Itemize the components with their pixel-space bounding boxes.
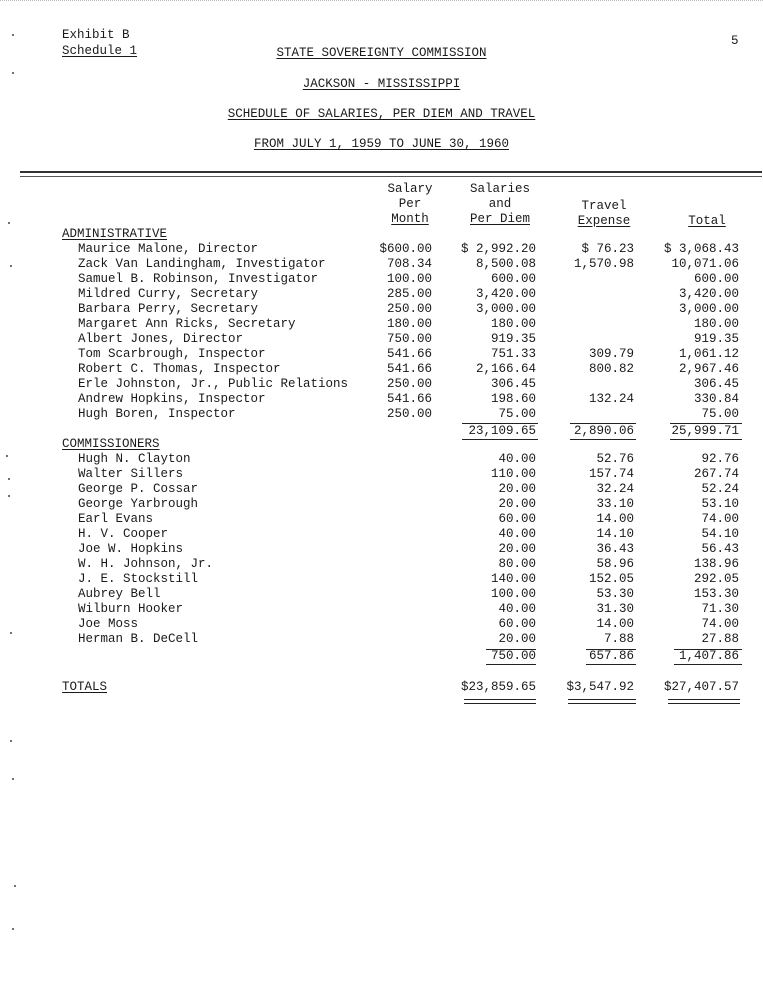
col-salary-line3: Month (391, 212, 429, 226)
commissioner-name: W. H. Johnson, Jr. (78, 557, 214, 571)
totals-sdiem-double-rule (464, 699, 536, 704)
schedule-label: Schedule 1 (62, 44, 138, 58)
table-row (0, 347, 763, 362)
top-edge-dotted-line (0, 0, 763, 1)
row-total: 306.45 (693, 377, 739, 391)
salaries-per-diem: 306.45 (490, 377, 536, 391)
row-total: 75.00 (701, 407, 739, 421)
commissioner-name: Herman B. DeCell (78, 632, 199, 646)
salaries-per-diem: 60.00 (498, 617, 536, 631)
salary-per-month: 750.00 (386, 332, 432, 346)
commissioner-name: Aubrey Bell (78, 587, 161, 601)
commissioner-name: Earl Evans (78, 512, 154, 526)
employee-name: Tom Scarbrough, Inspector (78, 347, 266, 361)
employee-name: Margaret Ann Ricks, Secretary (78, 317, 296, 331)
table-row (0, 257, 763, 272)
employee-name: Erle Johnston, Jr., Public Relations (78, 377, 349, 391)
col-sdiem-line2: and (488, 197, 512, 211)
col-sdiem-line3: Per Diem (469, 212, 530, 226)
row-total: 27.88 (701, 632, 739, 646)
scan-speck (12, 778, 14, 780)
comm-subtotal-travel: 657.86 (588, 649, 634, 663)
header-rule-light (20, 176, 762, 177)
table-row (0, 527, 763, 542)
table-row (0, 467, 763, 482)
employee-name: Hugh Boren, Inspector (78, 407, 236, 421)
row-total: 292.05 (693, 572, 739, 586)
table-row (0, 482, 763, 497)
col-salary-line2: Per (398, 197, 422, 211)
salaries-per-diem: 75.00 (498, 407, 536, 421)
commissioner-name: Joe W. Hopkins (78, 542, 184, 556)
title-schedule: SCHEDULE OF SALARIES, PER DIEM AND TRAVEL (227, 107, 536, 121)
scan-speck (10, 265, 12, 267)
commissioner-name: H. V. Cooper (78, 527, 169, 541)
scan-speck (8, 478, 10, 480)
grand-totals-row (0, 680, 763, 695)
scan-speck (6, 455, 8, 457)
row-total: 74.00 (701, 512, 739, 526)
row-total: 1,061.12 (678, 347, 739, 361)
employee-name: Robert C. Thomas, Inspector (78, 362, 281, 376)
salaries-per-diem: 198.60 (490, 392, 536, 406)
salaries-per-diem: 60.00 (498, 512, 536, 526)
salary-per-month: 250.00 (386, 377, 432, 391)
travel-expense: 36.43 (596, 542, 634, 556)
scan-speck (8, 495, 10, 497)
table-row (0, 617, 763, 632)
travel-expense: 800.82 (588, 362, 634, 376)
travel-expense: 31.30 (596, 602, 634, 616)
salaries-per-diem: 110.00 (490, 467, 536, 481)
col-total-line1: Total (688, 214, 726, 228)
salaries-per-diem: 180.00 (490, 317, 536, 331)
row-total: 92.76 (701, 452, 739, 466)
commissioner-name: Wilburn Hooker (78, 602, 184, 616)
row-total: 10,071.06 (671, 257, 739, 271)
travel-expense: 132.24 (588, 392, 634, 406)
row-total: 267.74 (693, 467, 739, 481)
table-row (0, 332, 763, 347)
employee-name: Maurice Malone, Director (78, 242, 259, 256)
row-total: 3,000.00 (678, 302, 739, 316)
employee-name: Barbara Perry, Secretary (78, 302, 259, 316)
table-row (0, 377, 763, 392)
travel-expense: 53.30 (596, 587, 634, 601)
salaries-per-diem: 40.00 (498, 527, 536, 541)
admin-subtotal-sdiem: 23,109.65 (468, 424, 536, 438)
comm-sdiem-rule-bottom (486, 664, 536, 665)
salary-per-month: 100.00 (386, 272, 432, 286)
travel-expense: 52.76 (596, 452, 634, 466)
salaries-per-diem: 80.00 (498, 557, 536, 571)
commissioner-name: George P. Cossar (78, 482, 199, 496)
travel-expense: 309.79 (588, 347, 634, 361)
scan-speck (12, 928, 14, 930)
table-row (0, 242, 763, 257)
col-travel-line1: Travel (581, 199, 627, 213)
table-row (0, 632, 763, 647)
row-total: 74.00 (701, 617, 739, 631)
employee-name: Zack Van Landingham, Investigator (78, 257, 326, 271)
travel-expense: 152.05 (588, 572, 634, 586)
salaries-per-diem: 40.00 (498, 452, 536, 466)
comm-travel-rule-bottom (586, 664, 636, 665)
salaries-per-diem: 919.35 (490, 332, 536, 346)
table-row (0, 287, 763, 302)
title-period: FROM JULY 1, 1959 TO JUNE 30, 1960 (253, 137, 510, 151)
row-total: 2,967.46 (678, 362, 739, 376)
employee-name: Samuel B. Robinson, Investigator (78, 272, 319, 286)
table-row (0, 542, 763, 557)
section-administrative: ADMINISTRATIVE (62, 227, 168, 241)
salaries-per-diem: 20.00 (498, 632, 536, 646)
title-location: JACKSON - MISSISSIPPI (302, 77, 461, 91)
admin-subtotal-travel: 2,890.06 (573, 424, 634, 438)
row-total: 54.10 (701, 527, 739, 541)
table-row (0, 302, 763, 317)
salaries-per-diem: 40.00 (498, 602, 536, 616)
row-total: 56.43 (701, 542, 739, 556)
exhibit-label: Exhibit B (62, 28, 130, 42)
employee-name: Andrew Hopkins, Inspector (78, 392, 266, 406)
salary-per-month: 708.34 (386, 257, 432, 271)
totals-total-double-rule (668, 699, 740, 704)
row-total: 153.30 (693, 587, 739, 601)
table-row (0, 602, 763, 617)
travel-expense: $ 76.23 (581, 242, 634, 256)
salary-per-month: 250.00 (386, 407, 432, 421)
salaries-per-diem: 3,420.00 (475, 287, 536, 301)
row-total: 53.10 (701, 497, 739, 511)
salary-per-month: 250.00 (386, 302, 432, 316)
scan-speck (10, 740, 12, 742)
table-row (0, 272, 763, 287)
commissioner-name: Joe Moss (78, 617, 139, 631)
salary-per-month: $600.00 (379, 242, 432, 256)
table-row (0, 497, 763, 512)
row-total: 919.35 (693, 332, 739, 346)
travel-expense: 1,570.98 (573, 257, 634, 271)
travel-expense: 58.96 (596, 557, 634, 571)
row-total: 3,420.00 (678, 287, 739, 301)
salary-per-month: 180.00 (386, 317, 432, 331)
table-row (0, 572, 763, 587)
table-row (0, 557, 763, 572)
totals-total: $27,407.57 (663, 680, 739, 694)
comm-subtotal-total: 1,407.86 (678, 649, 739, 663)
table-row (0, 392, 763, 407)
table-row (0, 362, 763, 377)
salaries-per-diem: 2,166.64 (475, 362, 536, 376)
table-row (0, 407, 763, 422)
salary-per-month: 541.66 (386, 347, 432, 361)
row-total: 600.00 (693, 272, 739, 286)
scan-speck (8, 222, 10, 224)
totals-travel-double-rule (568, 699, 636, 704)
travel-expense: 32.24 (596, 482, 634, 496)
row-total: 71.30 (701, 602, 739, 616)
travel-expense: 14.00 (596, 617, 634, 631)
col-travel-line2: Expense (577, 214, 631, 228)
comm-subtotal-row (0, 649, 763, 664)
col-salary-line1: Salary (387, 182, 433, 196)
table-row (0, 452, 763, 467)
row-total: 330.84 (693, 392, 739, 406)
salaries-per-diem: 140.00 (490, 572, 536, 586)
salaries-per-diem: 20.00 (498, 497, 536, 511)
admin-total-rule-bottom (670, 439, 742, 440)
travel-expense: 157.74 (588, 467, 634, 481)
employee-name: Mildred Curry, Secretary (78, 287, 259, 301)
row-total: 138.96 (693, 557, 739, 571)
admin-subtotal-total: 25,999.71 (671, 424, 739, 438)
table-row (0, 512, 763, 527)
travel-expense: 7.88 (603, 632, 634, 646)
salaries-per-diem: 20.00 (498, 542, 536, 556)
header-rule-heavy (20, 171, 762, 173)
admin-sdiem-rule-bottom (462, 439, 538, 440)
commissioner-name: George Yarbrough (78, 497, 199, 511)
salaries-per-diem: 100.00 (490, 587, 536, 601)
travel-expense: 14.10 (596, 527, 634, 541)
salaries-per-diem: 600.00 (490, 272, 536, 286)
scan-speck (12, 72, 14, 74)
row-total: 52.24 (701, 482, 739, 496)
admin-travel-rule-bottom (570, 439, 636, 440)
salaries-per-diem: 20.00 (498, 482, 536, 496)
totals-travel: $3,547.92 (566, 680, 634, 694)
comm-total-rule-bottom (674, 664, 742, 665)
salaries-per-diem: 8,500.08 (475, 257, 536, 271)
commissioner-name: Walter Sillers (78, 467, 184, 481)
salary-per-month: 541.66 (386, 362, 432, 376)
row-total: 180.00 (693, 317, 739, 331)
commissioner-name: J. E. Stockstill (78, 572, 199, 586)
totals-sdiem: $23,859.65 (460, 680, 536, 694)
table-row (0, 587, 763, 602)
table-row (0, 317, 763, 332)
title-commission: STATE SOVEREIGNTY COMMISSION (276, 46, 487, 60)
scan-speck (14, 885, 16, 887)
col-sdiem-line1: Salaries (469, 182, 530, 196)
comm-subtotal-sdiem: 750.00 (490, 649, 536, 663)
travel-expense: 14.00 (596, 512, 634, 526)
salary-per-month: 285.00 (386, 287, 432, 301)
scan-speck (12, 34, 14, 36)
section-commissioners: COMMISSIONERS (62, 437, 160, 451)
travel-expense: 33.10 (596, 497, 634, 511)
salary-per-month: 541.66 (386, 392, 432, 406)
row-total: $ 3,068.43 (663, 242, 739, 256)
salaries-per-diem: $ 2,992.20 (460, 242, 536, 256)
page-number: 5 (731, 34, 739, 48)
totals-label: TOTALS (62, 680, 108, 694)
salaries-per-diem: 3,000.00 (475, 302, 536, 316)
commissioner-name: Hugh N. Clayton (78, 452, 191, 466)
scan-speck (10, 632, 12, 634)
employee-name: Albert Jones, Director (78, 332, 244, 346)
salaries-per-diem: 751.33 (490, 347, 536, 361)
